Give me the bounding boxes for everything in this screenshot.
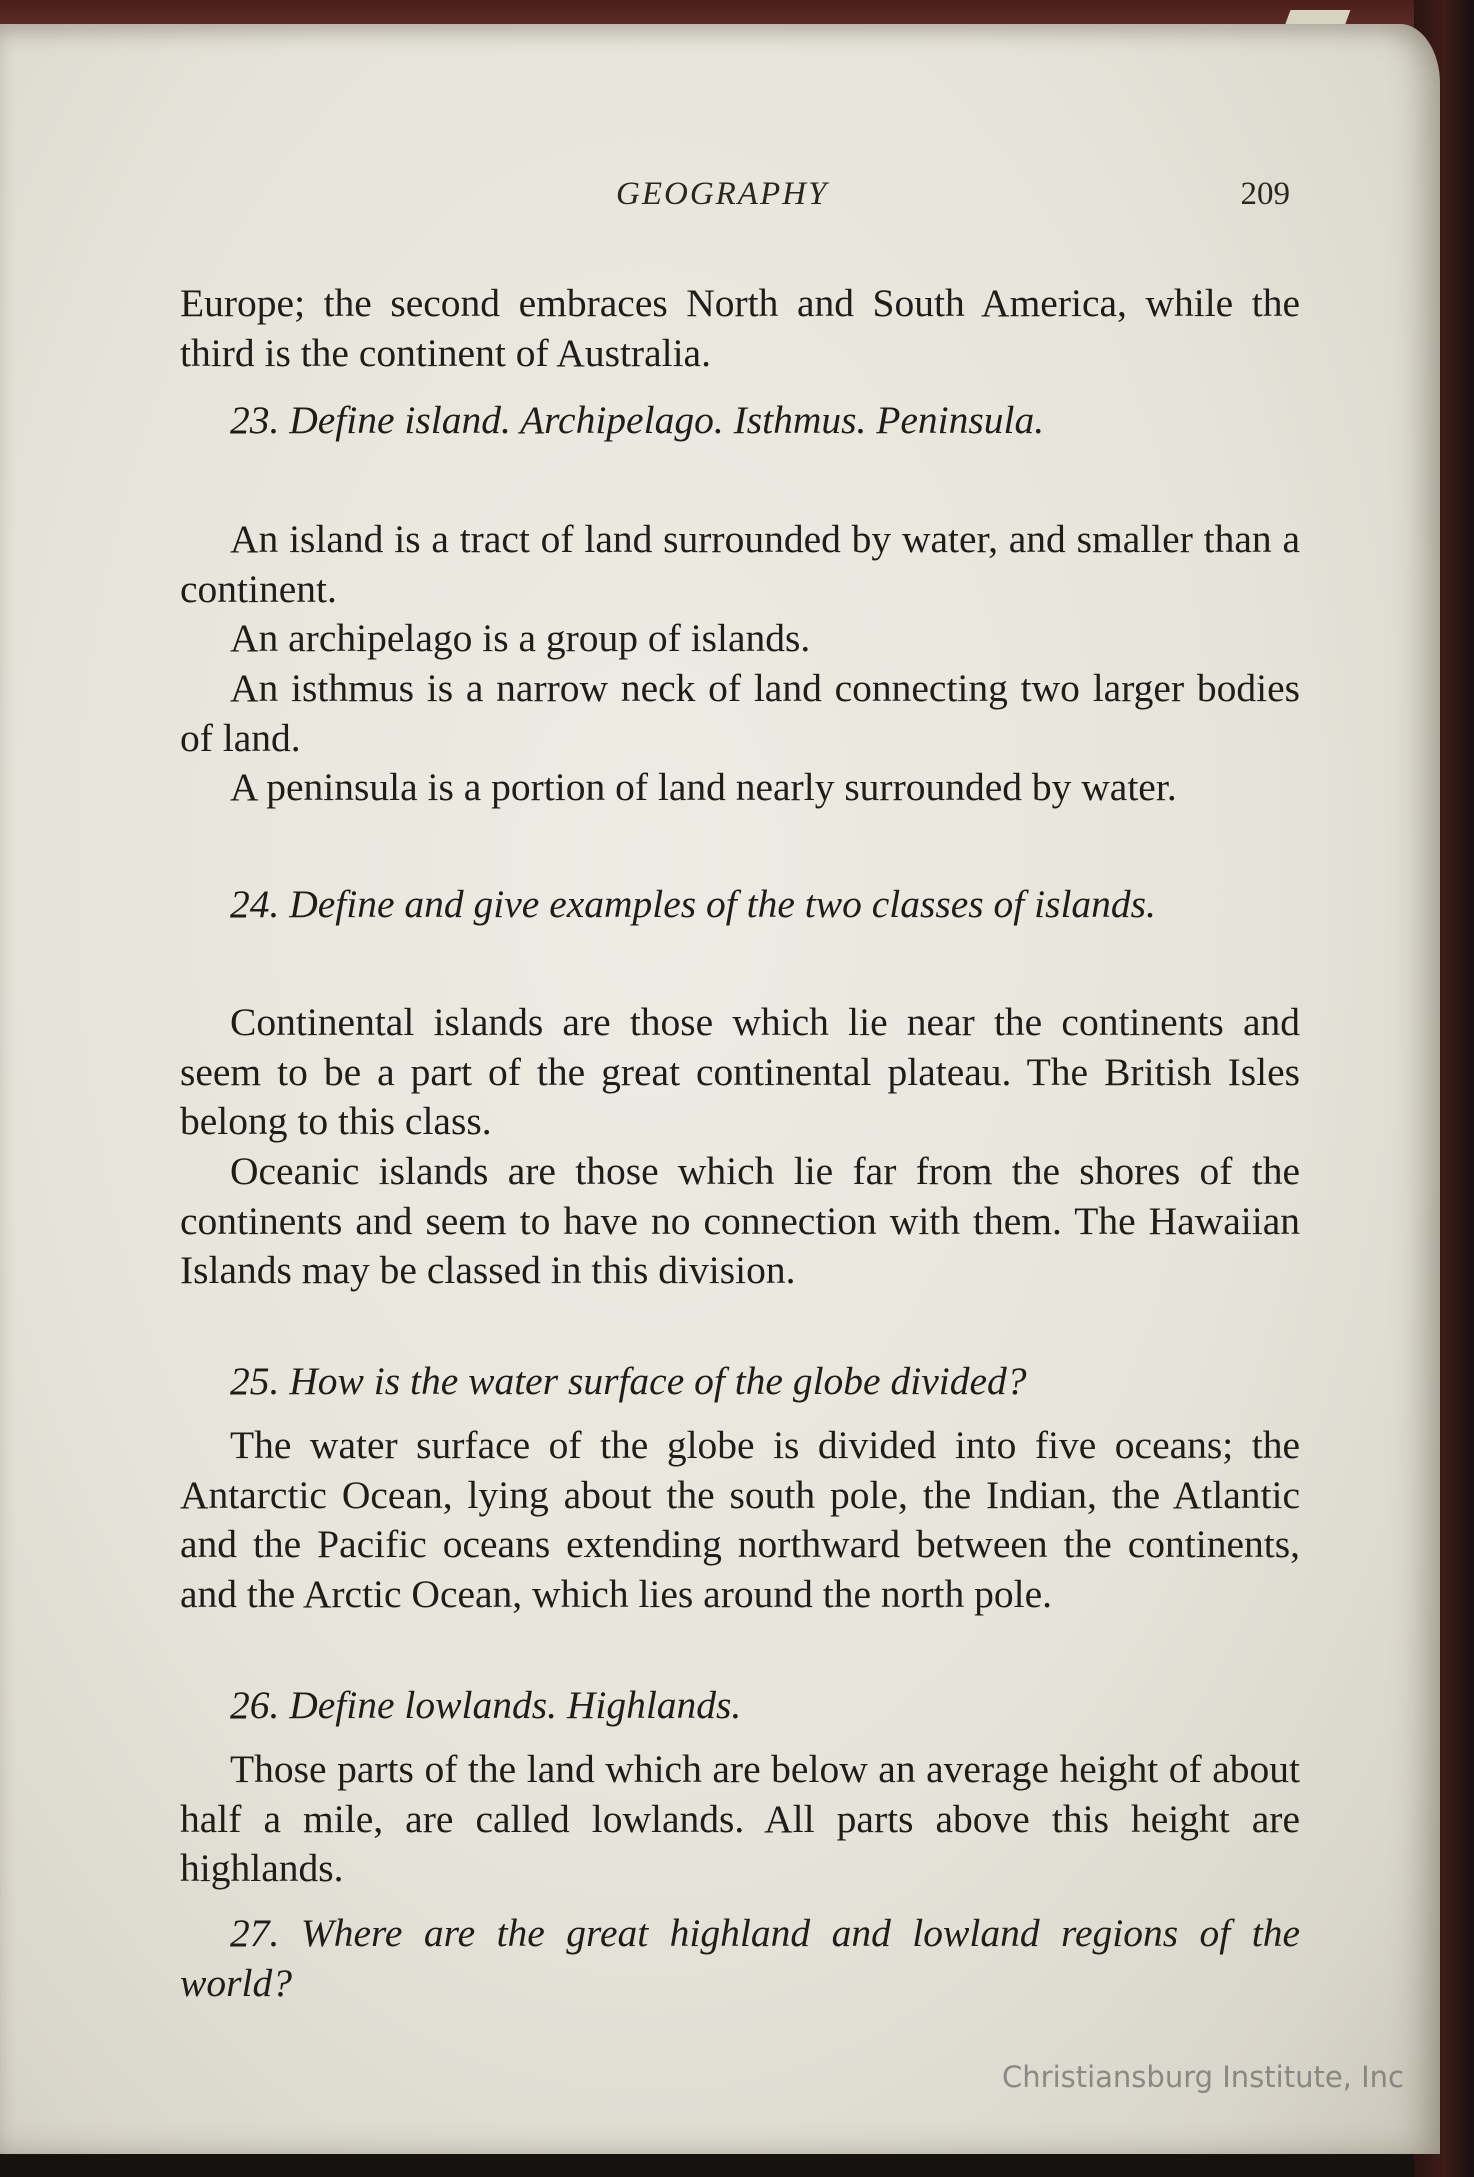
answer-peninsula: A peninsula is a portion of land nearly surrounded by water.: [230, 765, 1177, 809]
question-26: 26. Define lowlands. Highlands.: [230, 1683, 742, 1727]
answer-continental-islands: Continental islands are those which lie near the continents and seem to be a part of the great continental plateau. The British Isles belong to this class.: [180, 1000, 1300, 1143]
question-24: 24. Define and give examples of the two classes of islands.: [230, 882, 1156, 926]
answer-isthmus: An isthmus is a narrow neck of land connecting two larger bodies of land.: [180, 666, 1300, 760]
watermark: Christiansburg Institute, Inc: [1002, 2060, 1404, 2094]
question-27: 27. Where are the great highland and lowland regions of the world?: [180, 1911, 1300, 2005]
answer-archipelago: An archipelago is a group of islands.: [230, 616, 811, 660]
question-23: 23. Define island. Archipelago. Isthmus. Peninsula.: [230, 398, 1045, 442]
answer-lowlands-highlands: Those parts of the land which are below an average height of about half a mile, are called lowlands. All parts above this height are highlands.: [180, 1747, 1300, 1890]
running-header: [180, 176, 1300, 226]
page-number: 209: [1240, 176, 1290, 212]
answer-island: An island is a tract of land surrounded by water, and smaller than a continent.: [180, 517, 1300, 611]
answer-oceanic-islands: Oceanic islands are those which lie far from the shores of the continents and seem to have no connection with them. The Hawaiian Islands may be classed in this division.: [180, 1149, 1300, 1292]
book-page: [0, 24, 1440, 2154]
question-25: 25. How is the water surface of the globe divided?: [230, 1359, 1027, 1403]
answer-water-surface: The water surface of the globe is divided into five oceans; the Antarctic Ocean, lying about the south pole, the Indian, the Atlantic and the Pacific oceans extending northward between the continents, and the Arctic Ocean, which lies around the north pole.: [180, 1423, 1300, 1616]
paragraph-continuation: Europe; the second embraces North and South America, while the third is the continent of Australia.: [180, 281, 1300, 375]
header-title: GEOGRAPHY: [616, 176, 829, 212]
